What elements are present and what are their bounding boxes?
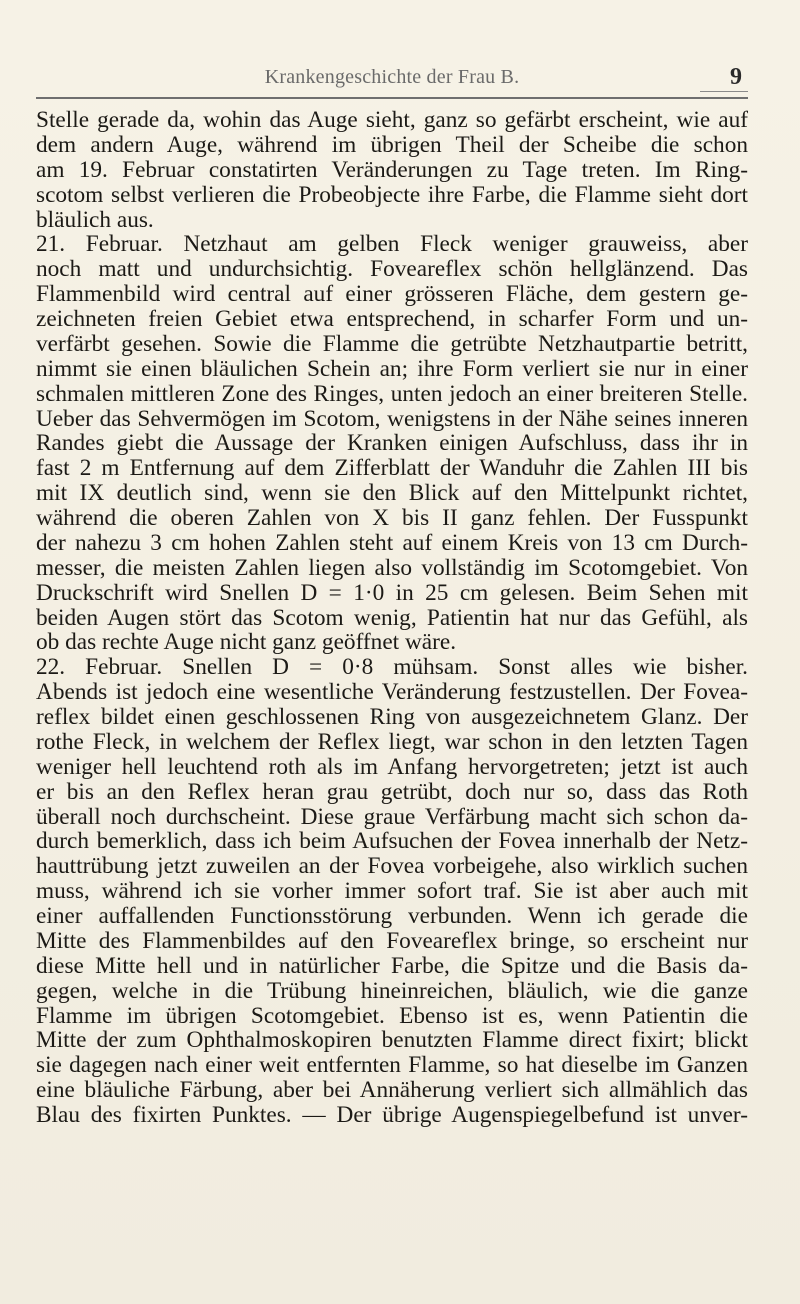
text-line: fast 2 m Entfernung auf dem Zifferblatt der Wanduhr die Zahlen III bis [36,455,748,482]
text-line: Druckschrift wird Snellen D = 1·0 in 25 cm gelesen. Beim Sehen mit [36,579,748,606]
text-line: eine bläuliche Färbung, aber bei Annäherung verliert sich allmählich das [36,1077,748,1104]
text-line: Ueber das Sehvermögen im Scotom, wenigstens in der Nähe seines inneren [36,405,748,432]
text-line: muss, während ich sie vorher immer sofort traf. Sie ist aber auch mit [36,878,748,905]
running-header [36,62,748,102]
running-title: Krankengeschichte der Frau B. [264,66,520,88]
text-line: verfärbt gesehen. Sowie die Flamme die getrübte Netzhautpartie betritt, [36,330,748,357]
text-line: Flammenbild wird central auf einer grösseren Fläche, dem gestern ge- [36,281,748,308]
text-line: der nahezu 3 cm hohen Zahlen steht auf einem Kreis von 13 cm Durch- [36,529,748,556]
text-line: mit IX deutlich sind, wenn sie den Blick auf den Mittelpunkt richtet, [36,480,748,507]
text-line: er bis an den Reflex heran grau getrübt, doch nur so, dass das Roth [36,778,748,805]
text-line: zeichneten freien Gebiet etwa entsprechend, in scharfer Form und un- [36,306,748,332]
text-line: scotom selbst verlieren die Probeobjecte ihre Farbe, die Flamme sieht dort [36,181,748,208]
text-line: einer auffallenden Functionsstörung verbunden. Wenn ich gerade die [36,903,748,929]
text-line: dem andern Auge, während im übrigen Theil der Scheibe die schon [36,131,748,158]
header-rule-short [700,91,748,92]
page-number: 9 [730,64,742,90]
text-line: während die oberen Zahlen von X bis II ganz fehlen. Der Fusspunkt [36,505,748,531]
text-line: Stelle gerade da, wohin das Auge sieht, ganz so gefärbt erscheint, wie auf [36,107,748,133]
text-line: diese Mitte hell und in natürlicher Farbe, die Spitze und die Basis da- [36,952,748,979]
text-line: bläulich aus. [36,206,154,233]
text-line: überall noch durchscheint. Diese graue Verfärbung macht sich schon da- [36,803,748,830]
text-line: nimmt sie einen bläulichen Schein an; ihre Form verliert sie nur in einer [36,355,748,382]
text-line: beiden Augen stört das Scotom wenig, Patientin hat nur das Gefühl, als [36,604,748,631]
text-line: schmalen mittleren Zone des Ringes, unten jedoch an einer breiteren Stelle. [36,380,748,407]
text-line: ob das rechte Auge nicht ganz geöffnet wäre. [36,629,457,656]
text-line: 21. Februar. Netzhaut am gelben Fleck weniger grauweiss, aber [36,231,748,258]
text-line: rothe Fleck, in welchem der Reflex liegt, war schon in den letzten Tagen [36,728,748,755]
header-rule [36,97,748,99]
text-line: 22. Februar. Snellen D = 0·8 mühsam. Sonst alles wie bisher. [36,654,748,681]
text-line: gegen, welche in die Trübung hineinreichen, bläulich, wie die ganze [36,977,748,1004]
text-line: Randes giebt die Aussage der Kranken einigen Aufschluss, dass ihr in [36,430,748,457]
text-line: Blau des fixirten Punktes. — Der übrige Augenspiegelbefund ist unver- [36,1102,748,1128]
text-line: Flamme im übrigen Scotomgebiet. Ebenso ist es, wenn Patientin die [36,1002,748,1029]
text-line: noch matt und undurchsichtig. Foveareflex schön hellglänzend. Das [36,256,748,283]
text-line: hauttrübung jetzt zuweilen an der Fovea vorbeigehe, also wirklich suchen [36,853,748,880]
text-line: sie dagegen nach einer weit entfernten Flamme, so hat dieselbe im Ganzen [36,1052,748,1079]
text-line: reflex bildet einen geschlossenen Ring von ausgezeichnetem Glanz. Der [36,704,748,730]
text-line: Mitte des Flammenbildes auf den Foveareflex bringe, so erscheint nur [36,927,748,954]
text-line: messer, die meisten Zahlen liegen also vollständig im Scotomgebiet. Von [36,554,748,581]
body-text [36,108,748,1128]
text-line: Mitte der zum Ophthalmoskopiren benutzten Flamme direct fixirt; blickt [36,1027,748,1054]
text-line: Abends ist jedoch eine wesentliche Veränderung festzustellen. Der Fovea- [36,679,748,706]
text-line: weniger hell leuchtend roth als im Anfang hervorgetreten; jetzt ist auch [36,753,748,780]
text-line: durch bemerklich, dass ich beim Aufsuchen der Fovea innerhalb der Netz- [36,828,748,855]
text-line: am 19. Februar constatirten Veränderungen zu Tage treten. Im Ring- [36,156,748,183]
